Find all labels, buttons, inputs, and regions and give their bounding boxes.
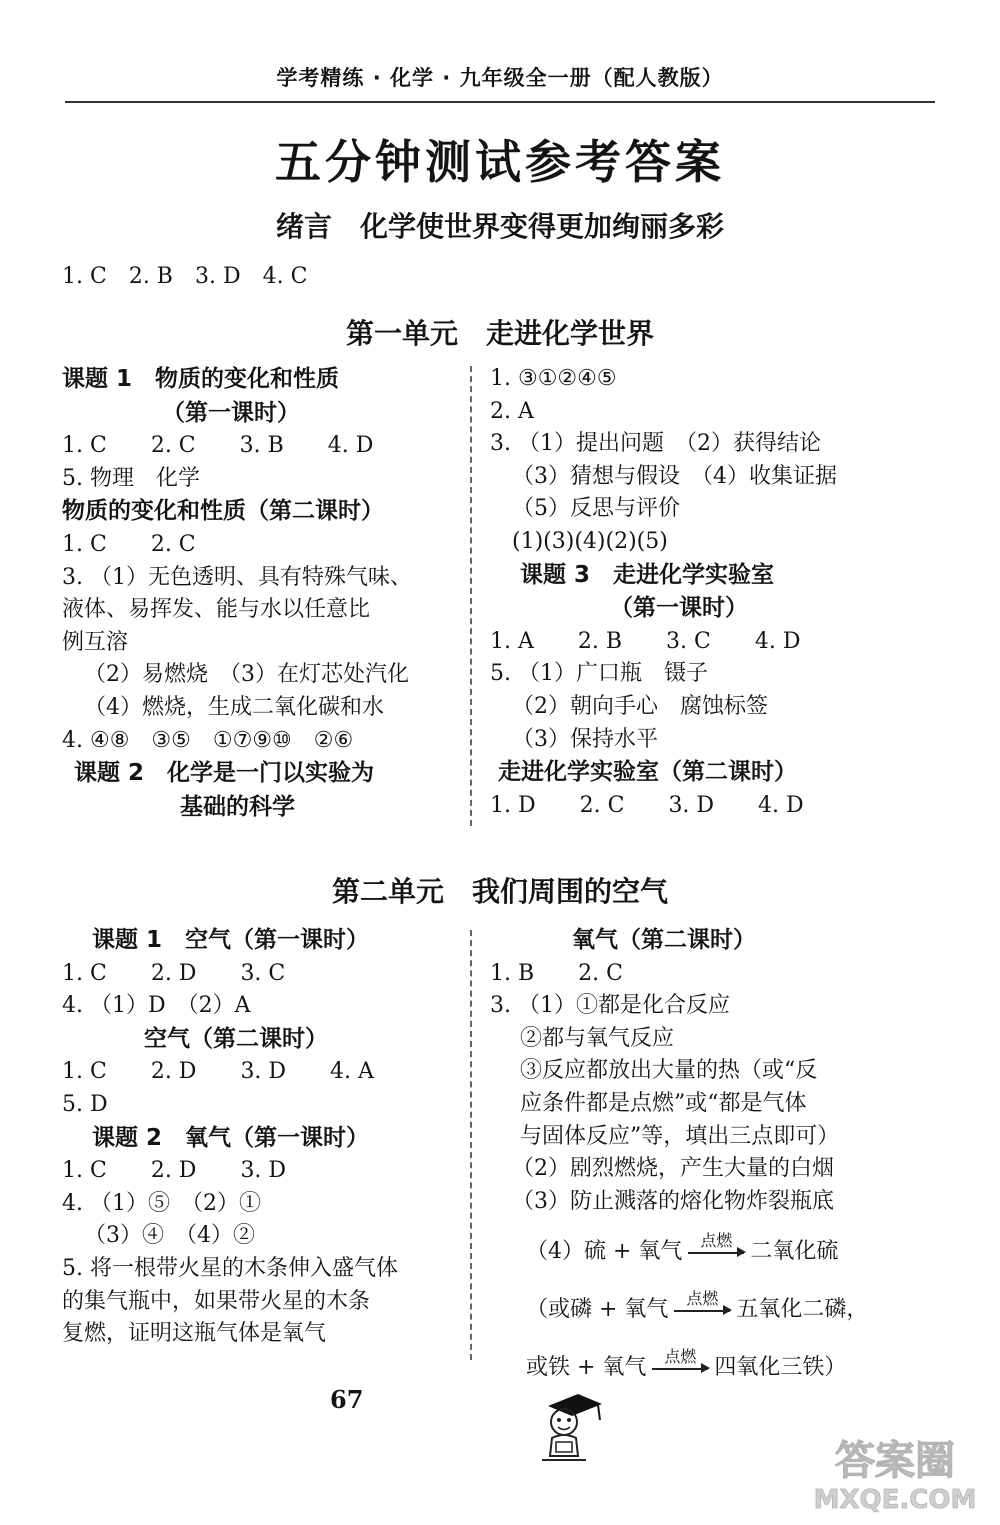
answer-line: （3）④ （4）②	[84, 1223, 255, 1249]
reactants: （4）硫 + 氧气	[526, 1239, 683, 1264]
answer-line: 复燃，证明这瓶气体是氧气	[62, 1321, 327, 1347]
intro-answers: 1. C 2. B 3. D 4. C	[62, 264, 308, 289]
answer-line: 的集气瓶中，如果带火星的木条	[62, 1288, 371, 1314]
answer-line: 例互溶	[62, 629, 129, 655]
answer-line: 1. C 2. D 3. D	[62, 1158, 287, 1184]
answer-line: 5. 将一根带火星的木条伸入盛气体	[62, 1255, 398, 1281]
reactants: （或磷 + 氧气	[526, 1297, 669, 1322]
answer-line: 1. B 2. C	[490, 960, 623, 986]
answer-line: 5. 物理 化学	[62, 465, 200, 491]
answer-line: 1. C 2. D 3. D 4. A	[62, 1059, 374, 1085]
answer-line: ②都与氧气反应	[520, 1025, 675, 1051]
products: 五氧化二磷，	[736, 1297, 869, 1322]
sub-heading: 课题 2 化学是一门以实验为	[74, 760, 375, 787]
answer-line: 1. C 2. C 3. B 4. D	[62, 433, 374, 459]
reaction-condition: 点燃	[686, 1289, 719, 1308]
page-number: 67	[330, 1385, 364, 1414]
answer-line: ③反应都放出大量的热（或“反	[520, 1058, 818, 1084]
sub-heading: 课题 1 物质的变化和性质	[62, 366, 340, 392]
running-header: 学考精练 · 化学 · 九年级全一册（配人教版）	[276, 66, 724, 90]
answer-line: 3. （1）①都是化合反应	[490, 993, 730, 1019]
answer-line: 液体、易挥发、能与水以任意比	[62, 597, 371, 623]
reaction-arrow	[674, 1289, 730, 1312]
answer-line: 5. （1）广口瓶 镊子	[490, 661, 708, 687]
answer-line: （5）反思与评价	[512, 496, 680, 522]
answer-line: （2）剧烈燃烧，产生大量的白烟	[512, 1156, 834, 1182]
answer-line: 1. C 2. C	[62, 531, 196, 557]
sub-heading: 空气（第二课时）	[144, 1025, 328, 1052]
products: 四氧化三铁）	[714, 1355, 847, 1380]
intro-heading: 绪言 化学使世界变得更加绚丽多彩	[275, 210, 724, 243]
sub-heading: 课题 1 空气（第一课时）	[92, 927, 370, 953]
sub-heading: 走进化学实验室（第二课时）	[498, 759, 797, 786]
answer-line: 3. （1）无色透明、具有特殊气味、	[62, 564, 412, 590]
sub-heading: 课题 3 走进化学实验室	[520, 561, 775, 588]
unit2-heading: 第二单元 我们周围的空气	[331, 875, 668, 908]
products: 二氧化硫	[750, 1239, 839, 1264]
arrow-head-icon	[723, 1305, 732, 1315]
page-title: 五分钟测试参考答案	[275, 135, 725, 189]
answer-line: 2. A	[490, 398, 534, 424]
arrow-head-icon	[701, 1363, 710, 1373]
answer-line: 5. D	[62, 1091, 108, 1117]
reaction-equations	[490, 1225, 868, 1399]
header-rule	[65, 101, 935, 103]
answer-line: （3）猜想与假设 （4）收集证据	[512, 463, 837, 489]
answer-line: 1. A 2. B 3. C 4. D	[490, 628, 801, 654]
unit2-left-column	[62, 925, 398, 1352]
reaction-condition: 点燃	[700, 1231, 733, 1250]
answer-line: 4. （1）D （2）A	[62, 993, 251, 1019]
answer-line: 3. （1）提出问题 （2）获得结论	[490, 431, 821, 457]
answer-line: （2）易燃烧 （3）在灯芯处汽化	[84, 662, 409, 688]
reaction-arrow	[688, 1231, 744, 1254]
watermark-domain: MXQE.COM	[813, 1485, 977, 1515]
watermark	[800, 1430, 990, 1515]
answer-line: (1)(3)(4)(2)(5)	[512, 528, 668, 554]
sub-heading: 课题 2 氧气（第一课时）	[92, 1124, 370, 1151]
reaction-arrow	[652, 1347, 708, 1370]
sub-heading: （第一课时）	[610, 595, 748, 622]
answer-line: 与固体反应”等，填出三点即可）	[520, 1123, 840, 1149]
column-divider	[470, 366, 472, 826]
answer-line: 4. ④⑧ ③⑤ ①⑦⑨⑩ ②⑥	[62, 727, 354, 753]
reaction-condition: 点燃	[664, 1347, 697, 1366]
answer-line: 1. ③①②④⑤	[490, 366, 617, 391]
answer-line: 应条件都是点燃”或“都是气体	[520, 1090, 807, 1116]
sub-heading: （第一课时）	[162, 399, 300, 426]
answer-line: 1. D 2. C 3. D 4. D	[490, 792, 804, 818]
reaction-line	[490, 1283, 868, 1341]
sub-heading: 基础的科学	[180, 793, 295, 820]
answer-line: 4. （1）⑤ （2）①	[62, 1190, 261, 1216]
answer-line: （4）燃烧，生成二氧化碳和水	[84, 694, 384, 720]
answer-line: （2）朝向手心 腐蚀标签	[512, 693, 768, 719]
arrow-head-icon	[737, 1247, 746, 1257]
unit1-right-column	[490, 364, 837, 823]
answer-line: 1. C 2. D 3. C	[62, 960, 286, 986]
watermark-brand: 答案圈	[835, 1438, 955, 1484]
sub-heading: 氧气（第二课时）	[572, 927, 756, 953]
unit1-left-column	[62, 364, 412, 825]
reactants: 或铁 + 氧气	[526, 1355, 647, 1380]
column-divider	[470, 930, 472, 1360]
unit1-heading: 第一单元 走进化学世界	[345, 317, 654, 350]
mascot-logo	[518, 1388, 608, 1468]
sub-heading: 物质的变化和性质（第二课时）	[62, 498, 384, 525]
answer-line: （3）保持水平	[512, 726, 658, 752]
unit2-right-column	[490, 925, 839, 1219]
answer-line: （3）防止溅落的熔化物炸裂瓶底	[512, 1188, 834, 1214]
reaction-line	[490, 1225, 868, 1283]
